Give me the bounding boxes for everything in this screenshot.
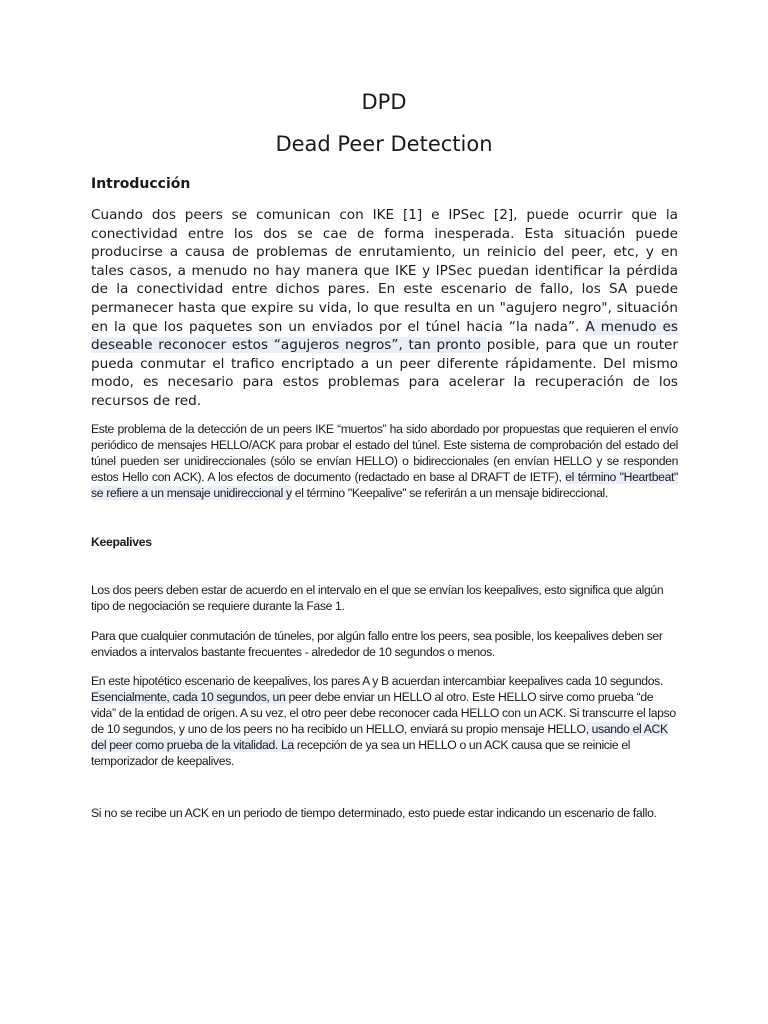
keepalive-frequency-paragraph: Para que cualquier conmutación de túneles, por algún fallo entre los peers, sea posible, los keepalives deben ser enviados a intervalos bastante frecuentes - alrededor de 10 segundos o menos. [91,629,663,659]
intro-paragraph [91,206,678,411]
scenario-highlight-1: Esencialmente, cada 10 segundos, un [91,689,289,704]
document-title: DPD [361,90,407,114]
keepalive-scenario-paragraph [91,674,678,769]
heartbeat-text-b: el término "Keepalive" se referirán a un mensaje bidireccional. [291,485,608,500]
scenario-highlight-2: , usando el ACK del peer como prueba de la vitalidad. La [91,721,668,752]
intro-text-a: Cuando dos peers se comunican con IKE [1] e IPSec [2], puede ocurrir que la conectividad entre los dos se cae de forma inesperada. Esta situación puede producirse a causa de problemas de enrutamiento, un reinicio del peer, etc, y en tales casos, a menudo no hay manera que IKE y IPSec puedan identificar la pérdida de la conectividad entre dichos pares. En este escenario de fallo, los SA puede permanecer hasta que expire su vida, lo que resulta en un "agujero negro", situación en la que los paquetes son un enviados por el túnel hacia “la nada”. [91,207,678,335]
scenario-text-b: peer debe enviar un HELLO al otro. Este HELLO sirve como prueba “de vida” de la entidad de origen. A su vez, el otro peer debe reconocer cada HELLO con un ACK. Si transcurre el lapso de 10 segundos, y uno de los peers no ha recibido un HELLO, enviará su propio mensaje HELLO [91,689,676,736]
scenario-text-c: recepción de ya sea un HELLO o un ACK causa que se reinicie el temporizador de keepalives. [91,737,631,768]
intro-text-b: posible, para que un router pueda conmutar el trafico encriptado a un peer diferente rápidamente. Del mismo modo, es necesario para estos problemas para acelerar la recuperación de los recursos de red. [91,337,678,409]
heartbeat-highlight: el término "Heartbeat" se refiere a un mensaje unidireccional y [91,469,679,500]
section-heading-introduccion: Introducción [91,176,191,192]
document-subtitle: Dead Peer Detection [275,132,493,156]
section-heading-keepalives: Keepalives [91,535,152,549]
intro-highlight: A menudo es deseable reconocer estos “agujeros negros”, tan pronto [91,318,678,354]
scenario-text-a: En este hipotético escenario de keepalives, los pares A y B acuerdan intercambiar keepalives cada 10 segundos. [91,674,663,688]
heartbeat-text-a: Este problema de la detección de un peers IKE “muertos” ha sido abordado por propuestas que requieren el envío periódico de mensajes HELLO/ACK para probar el estado del túnel. Este sistema de comprobación del estado del túnel pueden ser unidireccionales (sólo se envían HELLO) o bidireccionales (en envían HELLO y se responden estos Hello con ACK). A los efectos de documento (redactado en base al DRAFT de IETF), [91,422,678,484]
keepalive-interval-paragraph: Los dos peers deben estar de acuerdo en el intervalo en el que se envían los keepalives, esto significa que algún tipo de negociación se requiere durante la Fase 1. [91,583,664,613]
heartbeat-paragraph [91,422,678,502]
ack-failure-paragraph: Si no se recibe un ACK en un periodo de tiempo determinado, esto puede estar indicando un escenario de fallo. [91,806,657,820]
